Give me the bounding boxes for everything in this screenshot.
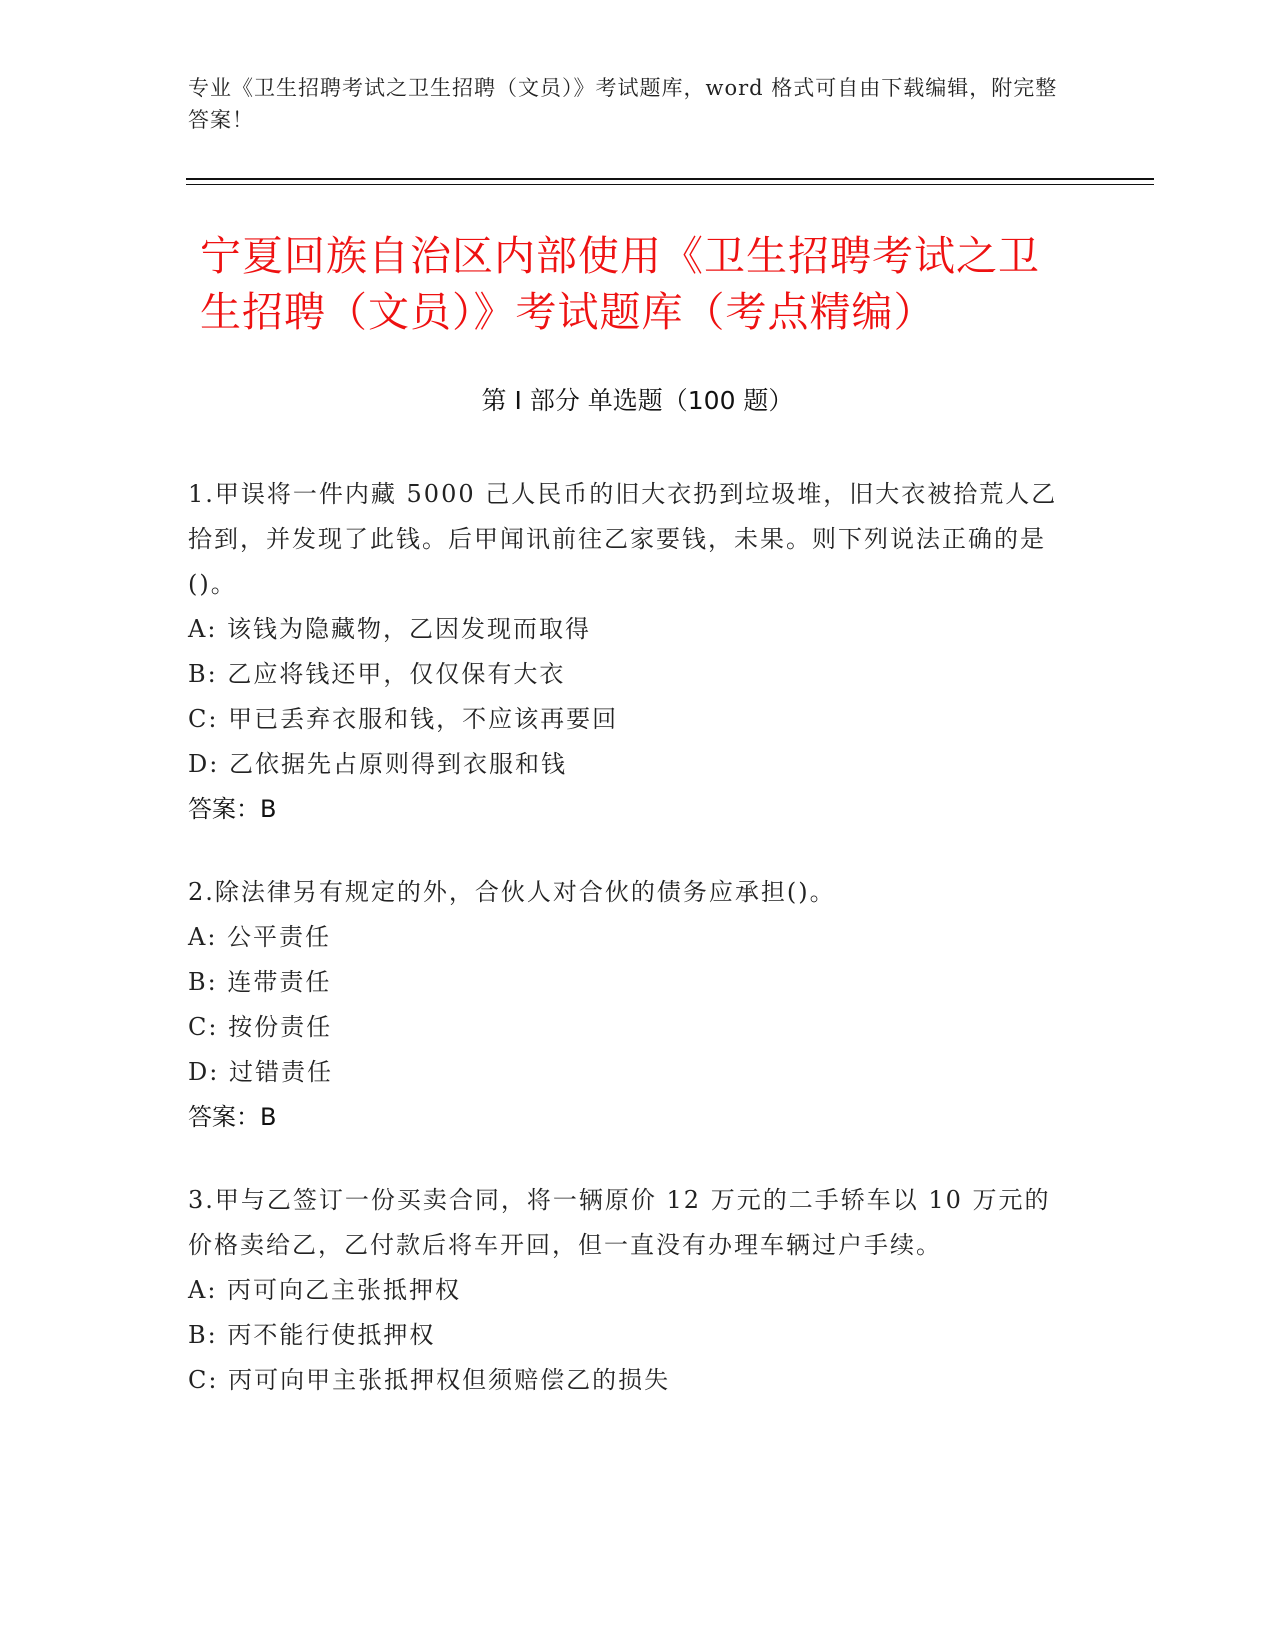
question-stem: 1.甲误将一件内藏 5000 己人民币的旧大衣扔到垃圾堆，旧大衣被拾荒人乙拾到，并发现了此钱。后甲闻讯前往乙家要钱，未果。则下列说法正确的是()。: [188, 480, 1058, 598]
option-c: C: 丙可向甲主张抵押权但须赔偿乙的损失: [188, 1366, 671, 1394]
document-title: 宁夏回族自治区内部使用《卫生招聘考试之卫生招聘（文员）》考试题库（考点精编）: [200, 232, 1040, 336]
option-a: A: 公平责任: [188, 923, 332, 951]
option-b: B: 乙应将钱还甲，仅仅保有大衣: [188, 660, 566, 688]
question-1: [188, 472, 1068, 832]
section-title: 第 I 部分 单选题（100 题）: [481, 386, 794, 415]
question-stem: 2.除法律另有规定的外，合伙人对合伙的债务应承担()。: [188, 878, 836, 906]
header-divider-thick: [186, 178, 1154, 180]
option-d: D: 过错责任: [188, 1058, 333, 1086]
option-a: A: 丙可向乙主张抵押权: [188, 1276, 462, 1304]
option-d: D: 乙依据先占原则得到衣服和钱: [188, 750, 567, 778]
header-divider-thin: [186, 184, 1154, 185]
question-3: [188, 1178, 1068, 1403]
answer: 答案：B: [188, 1103, 277, 1131]
option-b: B: 连带责任: [188, 968, 332, 996]
header-note: 专业《卫生招聘考试之卫生招聘（文员）》考试题库，word 格式可自由下载编辑，附完整答案！: [188, 76, 1058, 132]
option-c: C: 按份责任: [188, 1013, 333, 1041]
question-2: [188, 870, 1068, 1140]
option-a: A: 该钱为隐藏物，乙因发现而取得: [188, 615, 592, 643]
question-list: [188, 472, 1068, 1441]
option-b: B: 丙不能行使抵押权: [188, 1321, 436, 1349]
option-c: C: 甲已丢弃衣服和钱，不应该再要回: [188, 705, 619, 733]
answer: 答案：B: [188, 795, 277, 823]
question-stem: 3.甲与乙签订一份买卖合同，将一辆原价 12 万元的二手轿车以 10 万元的价格卖给乙，乙付款后将车开回，但一直没有办理车辆过户手续。: [188, 1186, 1051, 1259]
